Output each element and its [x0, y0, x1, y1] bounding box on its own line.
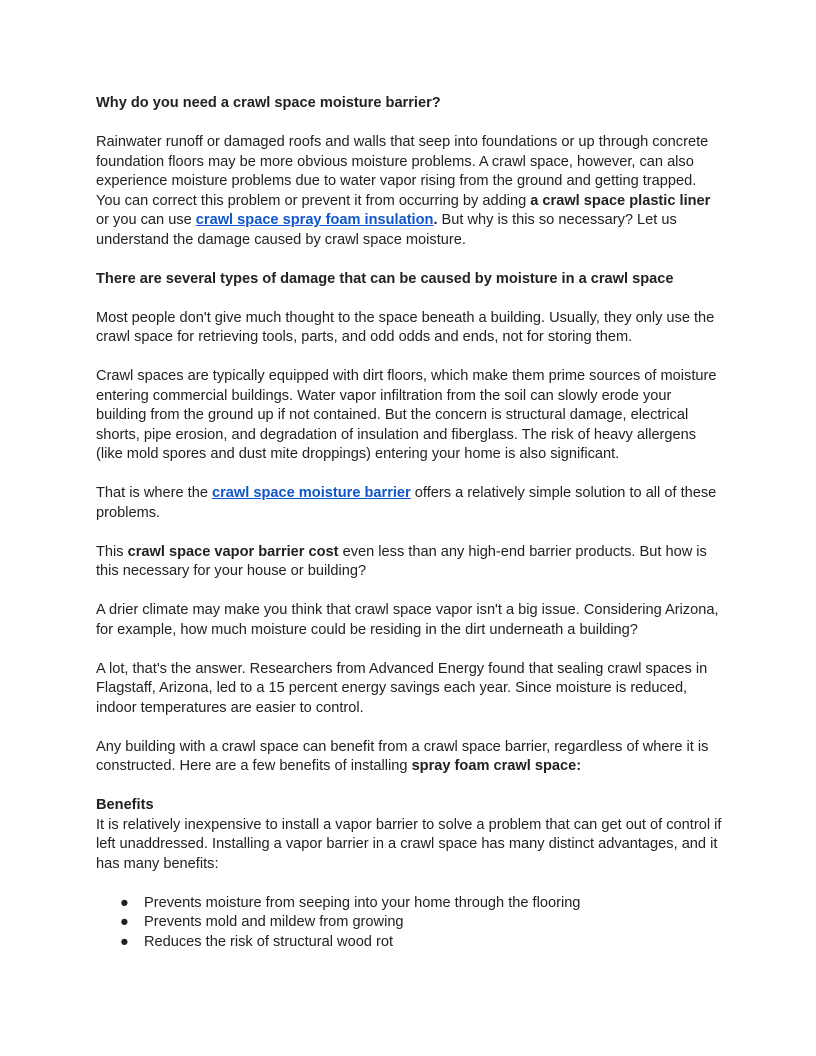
plastic-liner-bold: a crawl space plastic liner [530, 192, 711, 209]
cost-text-a: This [96, 543, 128, 560]
paragraph-cost [96, 543, 722, 582]
spray-foam-crawl-space-bold: spray foam crawl space: [411, 758, 582, 774]
paragraph-intro [96, 133, 722, 250]
list-item-text: Prevents mold and mildew from growing [144, 914, 404, 930]
solution-text-b: offers a relatively simple solution to all of these problems. [96, 485, 717, 521]
document-page [96, 94, 722, 952]
bullet-icon: ● [120, 933, 129, 950]
section-heading-damage: There are several types of damage that can be caused by moisture in a crawl space [96, 270, 674, 287]
list-item [96, 933, 722, 953]
list-item-text: Reduces the risk of structural wood rot [144, 933, 394, 950]
paragraph-any-building [96, 738, 722, 777]
benefits-list [96, 894, 722, 953]
paragraph-drier-climate: A drier climate may make you think that crawl space vapor isn't a big issue. Considering Arizona, for example, how much moisture could be residing in the dirt underneath a building? [96, 602, 719, 638]
spray-foam-insulation-link[interactable]: crawl space spray foam insulation [195, 212, 434, 228]
any-building-text: Any building with a crawl space can benefit from a crawl space barrier, regardless of where it is constructed. Here are a few benefits of installing [96, 738, 709, 774]
list-item-text: Prevents moisture from seeping into your home through the flooring [144, 894, 581, 911]
vapor-barrier-cost-bold: crawl space vapor barrier cost [127, 543, 339, 560]
section-heading-why: Why do you need a crawl space moisture barrier? [96, 95, 441, 111]
paragraph-research: A lot, that's the answer. Researchers from Advanced Energy found that sealing crawl spaces in Flagstaff, Arizona, led to a 15 percent energy savings each year. Since moisture is reduced, indoor temperatures are easier to control. [96, 660, 708, 716]
list-item [96, 913, 722, 933]
bullet-icon: ● [120, 914, 129, 930]
bullet-icon: ● [120, 894, 129, 911]
intro-period: . [433, 212, 438, 228]
intro-text-c: But why is this so necessary? Let us understand the damage caused by crawl space moisture. [96, 212, 677, 248]
intro-text-b: or you can use [96, 212, 196, 228]
moisture-barrier-link[interactable]: crawl space moisture barrier [212, 485, 411, 501]
intro-text-a: Rainwater runoff or damaged roofs and walls that seep into foundations or up through concrete foundation floors may be more obvious moisture problems. A crawl space, however, can also experience moisture problems due to water vapor rising from the ground and getting trapped. You can correct this problem or prevent it from occurring by adding [96, 134, 709, 209]
benefits-paragraph: It is relatively inexpensive to install a vapor barrier to solve a problem that can get out of control if left unaddressed. Installing a vapor barrier in a crawl space has many distinct advantages, and it has many benefits: [96, 816, 722, 872]
paragraph-dirt-floors: Crawl spaces are typically equipped with dirt floors, which make them prime sources of moisture entering commercial buildings. Water vapor infiltration from the soil can slowly erode your building from the ground up if not contained. But the concern is structural damage, electrical shorts, pipe erosion, and degradation of insulation and fiberglass. The risk of heavy allergens (like mold spores and dust mite droppings) entering your home is also significant. [96, 368, 717, 462]
solution-text-a: That is where the [96, 485, 212, 501]
paragraph-space-beneath: Most people don't give much thought to the space beneath a building. Usually, they only use the crawl space for retrieving tools, parts, and odd odds and ends, not for storing them. [96, 309, 715, 345]
paragraph-solution [96, 484, 722, 523]
list-item [96, 894, 722, 914]
cost-text-b: even less than any high-end barrier products. But how is this necessary for your house or building? [96, 543, 707, 579]
benefits-heading: Benefits [96, 797, 154, 813]
